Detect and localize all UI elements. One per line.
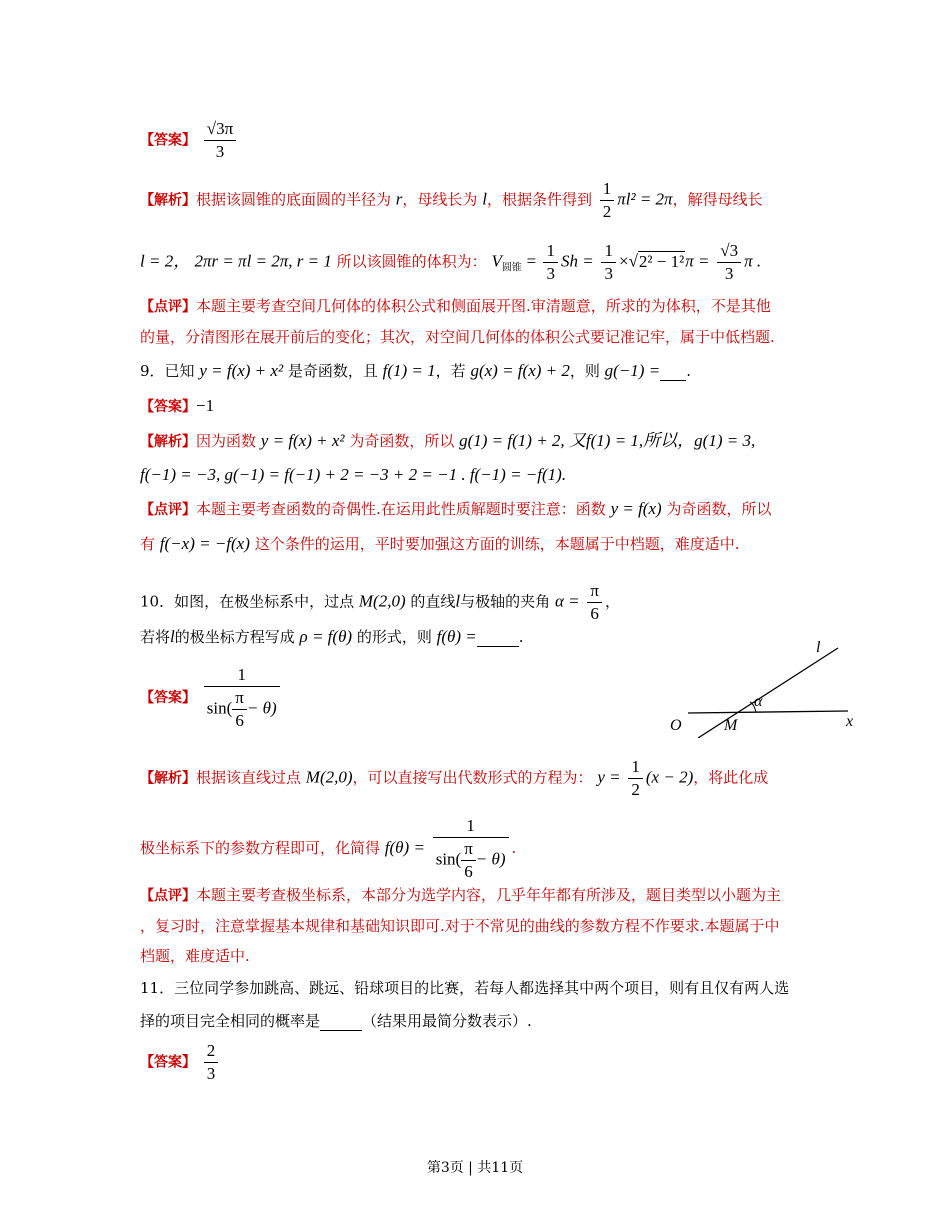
q9-comment-text: 有 bbox=[140, 535, 156, 553]
fraction-denominator: 6 bbox=[235, 711, 244, 730]
comment-label: 【点评】 bbox=[140, 299, 196, 315]
q9-equation: f(−1) = −3, g(−1) = f(−1) + 2 = −3 + 2 = −1 . f(−1) = −f(1). bbox=[140, 465, 567, 484]
fraction-numerator: π bbox=[587, 580, 602, 603]
q9-comment-text: 本题主要考查函数的奇偶性.在运用此性质解题时要注意：函数 bbox=[196, 500, 606, 518]
q10-pi-over-6 bbox=[587, 580, 602, 625]
minus-theta: − θ) bbox=[475, 849, 506, 869]
q9-equation: g(x) = f(x) + 2 bbox=[470, 361, 570, 380]
q11-question-line-2 bbox=[140, 1010, 532, 1031]
analysis-label: 【解析】 bbox=[140, 192, 196, 209]
q10-analysis-text: ，将此化成 bbox=[693, 768, 769, 787]
q10-end: . bbox=[511, 839, 517, 857]
q10-question-line-2 bbox=[140, 626, 524, 647]
q9-comment-text: 为奇函数，所以 bbox=[666, 500, 772, 518]
answer-label: 【答案】 bbox=[140, 399, 196, 415]
q8-comment-line-2: 的量，分清图形在展开前后的变化；其次，对空间几何体的体积公式要记准记牢，属于中低档题. bbox=[140, 328, 775, 346]
fraction-numerator: 1 bbox=[204, 664, 280, 687]
q10-half-fraction bbox=[628, 756, 643, 801]
q9-answer-blank bbox=[660, 360, 686, 381]
q9-analysis-text: 因为函数 bbox=[196, 432, 257, 450]
fraction-numerator: 1 bbox=[543, 240, 558, 263]
q8-times: × bbox=[618, 251, 629, 271]
q8-analysis-line-1 bbox=[140, 178, 763, 223]
q9-equation: y = f(x) bbox=[610, 499, 662, 518]
fraction-numerator: 1 bbox=[600, 178, 615, 201]
q9-question bbox=[140, 360, 691, 381]
q8-comment-text: 本题主要考查空间几何体的体积公式和侧面展开图.审清题意，所求的为体积，不是其他 bbox=[196, 297, 771, 315]
page-footer: 第3页 | 共11页 bbox=[426, 1160, 524, 1176]
q10-comment-line-3: 档题，难度适中. bbox=[140, 947, 250, 965]
q10-equation: y = bbox=[597, 767, 621, 787]
q10-equation: (x − 2) bbox=[645, 767, 694, 787]
comment-label: 【点评】 bbox=[140, 502, 196, 518]
sin-open: sin( bbox=[435, 849, 462, 869]
q8-answer-line bbox=[140, 118, 239, 163]
q8-third-fraction-2 bbox=[601, 240, 616, 285]
q10-analysis-line-1 bbox=[140, 756, 768, 801]
q8-equation: l = 2， 2πr = πl = 2π, r = 1 bbox=[140, 251, 332, 271]
q10-text: 若将 bbox=[140, 628, 171, 646]
q10-equation: ρ = f(θ) bbox=[299, 627, 353, 646]
q10-answer-fraction bbox=[204, 664, 280, 732]
pi-over-6 bbox=[232, 687, 247, 732]
polar-axis bbox=[688, 711, 848, 713]
q9-equation: g(1) = f(1) + 2, 又f(1) = 1,所以，g(1) = 3, bbox=[459, 431, 756, 450]
q8-third-fraction-1 bbox=[543, 240, 558, 285]
answer-label: 【答案】 bbox=[140, 1054, 196, 1071]
fraction-denominator: 3 bbox=[604, 264, 613, 283]
comment-label: 【点评】 bbox=[140, 888, 196, 904]
q9-equation: y = f(x) + x² bbox=[260, 431, 345, 450]
fraction-numerator: π bbox=[461, 838, 476, 861]
q9-comment-text: 这个条件的运用，平时要加强这方面的训练，本题属于中档题，难度适中. bbox=[254, 535, 740, 553]
q10-var-l: l bbox=[455, 591, 461, 611]
fraction-numerator: 1 bbox=[601, 240, 616, 263]
fraction-numerator: 1 bbox=[628, 756, 643, 779]
q8-answer-denominator: 3 bbox=[215, 142, 225, 161]
q9-text: ，若 bbox=[435, 362, 466, 380]
q9-text: ，则 bbox=[569, 362, 600, 380]
q10-comment-text: 本题主要考查极坐标系，本部分为选学内容，几乎年年都有所涉及，题目类型以小题为主 bbox=[196, 886, 782, 904]
q10-result-fraction bbox=[433, 815, 509, 883]
q9-comment-line-1 bbox=[140, 499, 771, 520]
q11-answer-blank bbox=[320, 1010, 362, 1031]
pi-over-6 bbox=[461, 838, 476, 883]
fraction-numerator: π bbox=[232, 687, 247, 710]
q11-question-line-1: 11．三位同学参加跳高、跳远、铅球项目的比赛，若每人都选择其中两个项目，则有且仅有两人选 bbox=[140, 979, 790, 997]
sin-open: sin( bbox=[206, 698, 233, 718]
fraction-numerator: 2 bbox=[204, 1040, 219, 1063]
q8-Sh: Sh = bbox=[560, 251, 594, 271]
fraction-denominator: 3 bbox=[546, 264, 555, 283]
q10-analysis-line-2 bbox=[140, 815, 516, 883]
answer-label: 【答案】 bbox=[140, 132, 196, 149]
q8-volume-subscript: 圆锥 bbox=[501, 262, 522, 274]
q10-analysis-text: ，可以直接写出代数形式的方程为： bbox=[352, 768, 593, 787]
q8-analysis-line-2: l = 2， 2πr = πl = 2π, r = 1 所以该圆锥的体积为： $V_{圆锥}$ = $\frac{1}{3}$ Sh = $\frac{1}{3}$ ×√2² − 1²π = $\frac{√3}{3}$ π . bbox=[140, 241, 762, 283]
q8-volume-symbol: V bbox=[491, 251, 502, 271]
q10-text: 10．如图，在极坐标系中，过点 bbox=[140, 592, 355, 611]
q10-analysis-text: 根据该直线过点 bbox=[196, 768, 302, 787]
fraction-denominator: 3 bbox=[206, 1064, 216, 1083]
q10-alpha: α = bbox=[554, 591, 580, 611]
fraction-denominator: 2 bbox=[631, 780, 640, 799]
q8-analysis-text: 根据该圆锥的底面圆的半径为 bbox=[196, 190, 392, 209]
fraction-numerator: √3 bbox=[717, 240, 741, 263]
q8-half-fraction bbox=[600, 178, 615, 223]
fraction-numerator: 1 bbox=[433, 815, 509, 838]
q10-answer-blank bbox=[477, 626, 519, 647]
q10-comment-line-1 bbox=[140, 885, 781, 906]
label-M: M bbox=[724, 717, 738, 734]
q9-equation: f(1) = 1 bbox=[382, 361, 436, 380]
q9-equation: y = f(x) + x² bbox=[199, 361, 284, 380]
label-alpha: α bbox=[754, 693, 763, 710]
q8-root3-fraction bbox=[717, 240, 741, 285]
fraction-denominator: 6 bbox=[464, 862, 473, 881]
q8-end: π . bbox=[744, 251, 762, 271]
q8-answer-fraction bbox=[204, 118, 236, 163]
q9-analysis-line-2 bbox=[140, 465, 566, 485]
label-O: O bbox=[670, 717, 682, 734]
fraction-denominator: 3 bbox=[724, 264, 734, 283]
minus-theta: − θ) bbox=[246, 698, 277, 718]
q8-root-radicand: 2² − 1² bbox=[638, 251, 685, 271]
label-l: l bbox=[816, 639, 821, 656]
q10-question-line-1 bbox=[140, 580, 620, 625]
q9-analysis-text: 为奇函数，所以 bbox=[349, 432, 455, 450]
q10-text: 的直线 bbox=[410, 592, 456, 611]
q11-text: 择的项目完全相同的概率是 bbox=[140, 1012, 321, 1030]
q8-equation: πl² = 2π bbox=[617, 189, 673, 209]
q9-text: 是奇函数，且 bbox=[287, 362, 378, 380]
q9-answer-value: −1 bbox=[196, 396, 215, 415]
q9-answer-line bbox=[140, 396, 214, 417]
q10-equation: f(θ) = bbox=[436, 627, 477, 646]
q8-equals: = bbox=[526, 251, 541, 271]
q10-end: ， bbox=[604, 592, 620, 611]
fraction-denominator bbox=[204, 687, 280, 732]
q8-comment-line-1 bbox=[140, 296, 771, 317]
q8-pi: π = bbox=[685, 251, 710, 271]
analysis-label: 【解析】 bbox=[140, 434, 196, 450]
q9-text: 9．已知 bbox=[140, 362, 195, 380]
q10-equation: M(2,0) bbox=[358, 591, 406, 611]
q10-text: 与极轴的夹角 bbox=[460, 592, 551, 611]
q10-comment-line-2: ，复习时，注意掌握基本规律和基础知识即可.对于不常见的曲线的参数方程不作要求.本题属于中 bbox=[140, 917, 780, 935]
q8-analysis-text: 所以该圆锥的体积为： bbox=[336, 252, 487, 271]
fraction-denominator: 6 bbox=[590, 604, 599, 623]
q10-var-l: l bbox=[170, 627, 175, 646]
q8-analysis-text: ，解得母线长 bbox=[672, 190, 763, 209]
q11-text: （结果用最简分数表示）. bbox=[362, 1012, 532, 1030]
q8-var-r: r bbox=[395, 189, 403, 209]
analysis-label: 【解析】 bbox=[140, 770, 196, 787]
q10-text: 的形式，则 bbox=[356, 628, 432, 646]
fraction-denominator: 2 bbox=[602, 202, 612, 221]
q9-comment-line-2 bbox=[140, 534, 739, 554]
q9-end: . bbox=[686, 362, 691, 380]
q9-equation: g(−1) = bbox=[604, 361, 661, 380]
fraction-denominator bbox=[433, 838, 509, 883]
label-x: x bbox=[846, 713, 854, 730]
q9-equation: f(−x) = −f(x) bbox=[159, 534, 250, 553]
q10-text: 的极坐标方程写成 bbox=[174, 628, 295, 646]
q11-answer-fraction bbox=[204, 1040, 219, 1085]
q8-var-l: l bbox=[482, 189, 487, 209]
q10-end: . bbox=[518, 628, 524, 646]
q10-equation: M(2,0) bbox=[305, 767, 353, 787]
line-l bbox=[698, 648, 838, 738]
q11-answer-line bbox=[140, 1040, 221, 1085]
q10-equation: f(θ) = bbox=[384, 838, 425, 857]
q10-analysis-text: 极坐标系下的参数方程即可，化简得 bbox=[140, 839, 381, 857]
q8-analysis-text: ，母线长为 bbox=[402, 190, 478, 209]
q8-analysis-text: ，根据条件得到 bbox=[486, 190, 592, 209]
q9-analysis-line-1 bbox=[140, 431, 755, 452]
q10-answer-line bbox=[140, 664, 283, 732]
answer-label: 【答案】 bbox=[140, 690, 196, 706]
polar-diagram bbox=[668, 638, 868, 738]
q8-answer-numerator: √3π bbox=[204, 118, 236, 141]
